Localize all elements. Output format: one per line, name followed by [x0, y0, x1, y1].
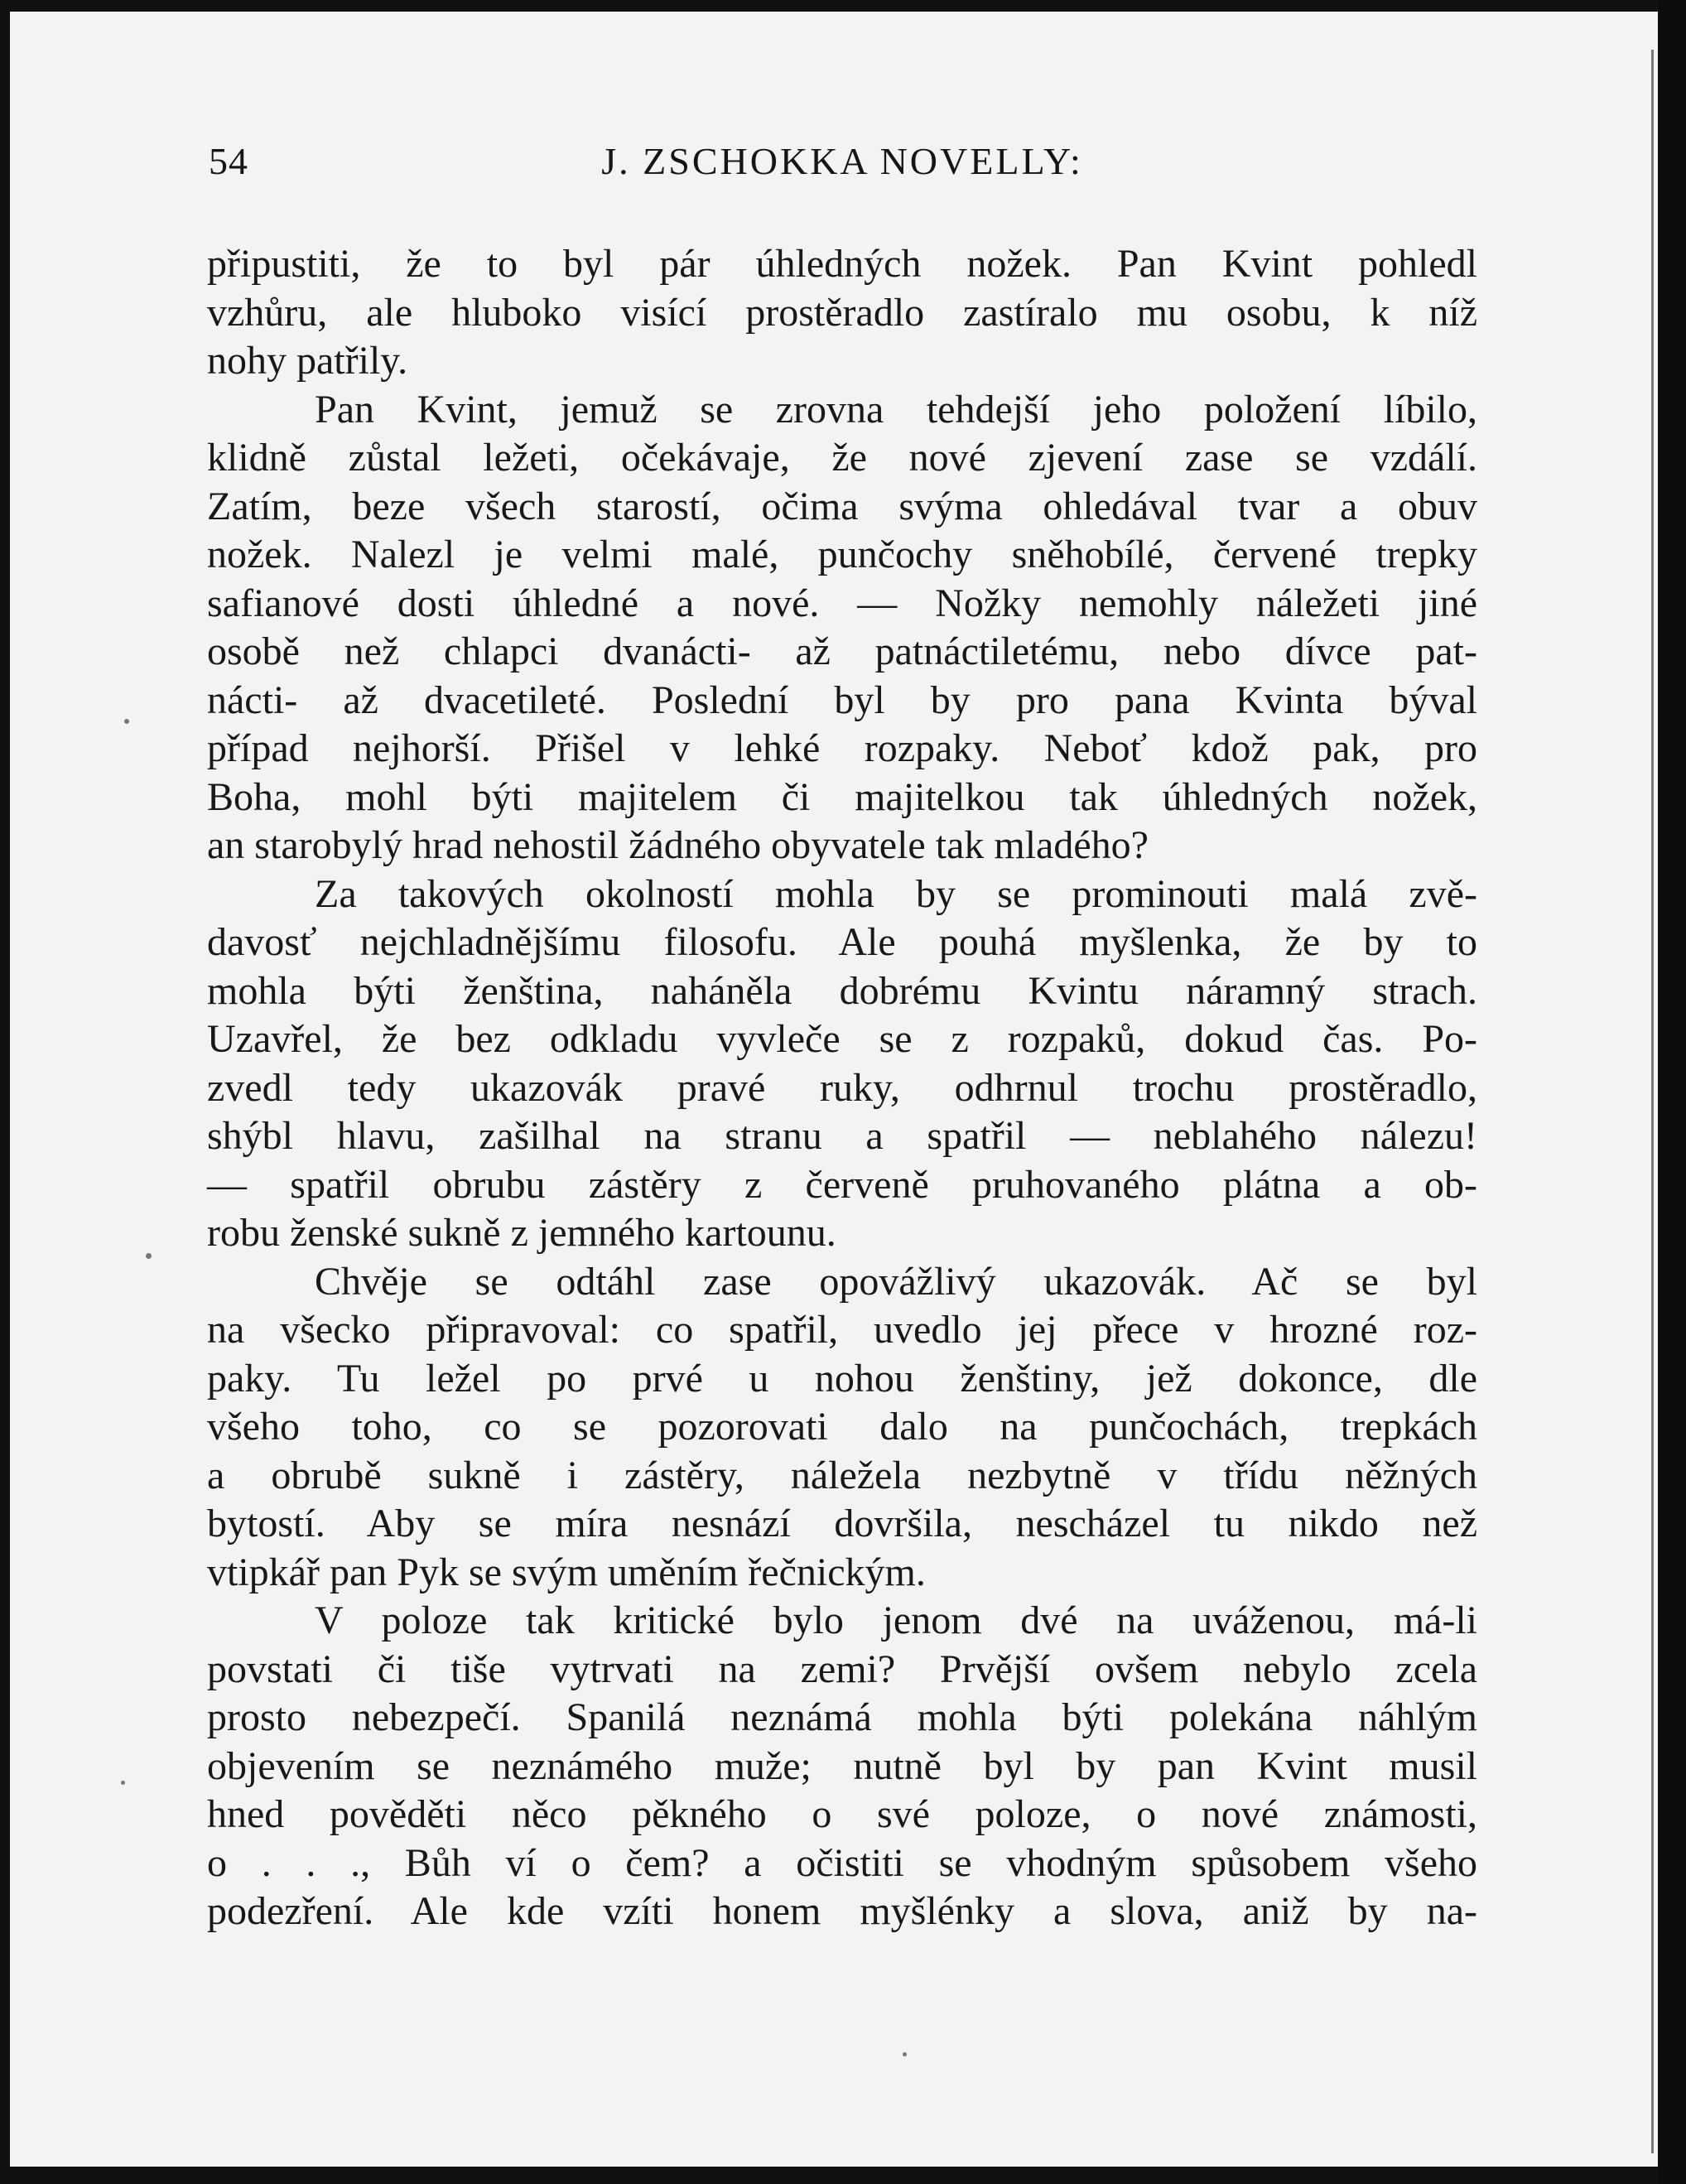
- text-line: Boha, mohl býti majitelem či majitelkou tak úhledných nožek,: [207, 774, 1477, 819]
- text-line: zvedl tedy ukazovák pravé ruky, odhrnul trochu prostěradlo,: [207, 1065, 1477, 1110]
- text-line: nácti- až dvacetileté. Poslední byl by pro pana Kvinta býval: [207, 677, 1477, 722]
- text-line: a obrubě sukně i zástěry, náležela nezbytně v třídu něžných: [207, 1453, 1477, 1497]
- scan-speck: [121, 1781, 125, 1785]
- scan-speck: [146, 1253, 152, 1259]
- scan-speck: [903, 2052, 907, 2056]
- text-line: davosť nejchladnějšímu filosofu. Ale pouhá myšlenka, že by to: [207, 920, 1477, 964]
- text-line: všeho toho, co se pozorovati dalo na punčochách, trepkách: [207, 1405, 1477, 1449]
- text-line: na všecko připravoval: co spatřil, uvedlo jej přece v hrozné roz-: [207, 1308, 1477, 1352]
- text-line: povstati či tiše vytrvati na zemi? Prvější ovšem nebylo zcela: [207, 1646, 1477, 1691]
- text-line: hned pověděti něco pěkného o své poloze, o nové známosti,: [207, 1792, 1477, 1836]
- text-line: vtipkář pan Pyk se svým uměním řečnickým.: [207, 1550, 926, 1594]
- text-line: osobě než chlapci dvanácti- až patnáctiletému, nebo dívce pat-: [207, 629, 1477, 673]
- text-line: klidně zůstal ležeti, očekávaje, že nové zjevení zase se vzdálí.: [207, 436, 1477, 480]
- text-line: safianové dosti úhledné a nové. — Nožky nemohly náležeti jiné: [207, 581, 1477, 625]
- text-line: robu ženské sukně z jemného kartounu.: [207, 1211, 836, 1255]
- text-line: prosto nebezpečí. Spanilá neznámá mohla býti polekána náhlým: [207, 1695, 1477, 1739]
- text-line: paky. Tu ležel po prvé u nohou ženštiny, jež dokonce, dle: [207, 1356, 1477, 1401]
- text-line: případ nejhorší. Přišel v lehké rozpaky. Neboť kdož pak, pro: [207, 726, 1477, 770]
- text-line: nožek. Nalezl je velmi malé, punčochy sněhobílé, červené trepky: [207, 533, 1477, 576]
- scan-border: [1658, 0, 1686, 2184]
- text-line: mohla býti ženština, naháněla dobrému Kvintu náramný strach.: [207, 968, 1477, 1013]
- text-line: o . . ., Bůh ví o čem? a očistiti se vhodným spůsobem všeho: [207, 1840, 1477, 1885]
- text-line: objevením se neznámého muže; nutně byl by pan Kvint musil: [207, 1743, 1477, 1788]
- page-edge-shadow: [1651, 50, 1654, 2153]
- scan-speck: [124, 719, 129, 724]
- page-number: 54: [209, 140, 248, 182]
- text-line: vzhůru, ale hluboko visící prostěradlo zastíralo mu osobu, k níž: [207, 290, 1477, 335]
- text-line: Chvěje se odtáhl zase opovážlivý ukazovák. Ač se byl: [315, 1259, 1477, 1304]
- text-line: shýbl hlavu, zašilhal na stranu a spatřil — neblahého nálezu!: [207, 1114, 1477, 1158]
- text-line: připustiti, že to byl pár úhledných nožek. Pan Kvint pohledl: [207, 242, 1477, 286]
- text-line: V poloze tak kritické bylo jenom dvé na uváženou, má-li: [315, 1598, 1477, 1642]
- text-line: Za takových okolností mohla by se prominouti malá zvě-: [315, 871, 1477, 916]
- text-line: Pan Kvint, jemuž se zrovna tehdejší jeho položení líbilo,: [315, 387, 1477, 431]
- page-header: [209, 139, 1476, 197]
- text-line: Uzavřel, že bez odkladu vyvleče se z rozpaků, dokud čas. Po-: [207, 1017, 1477, 1061]
- running-title: J. ZSCHOKKA NOVELLY:: [601, 140, 1083, 182]
- text-line: podezření. Ale kde vzíti honem myšlénky a slova, aniž by na-: [207, 1889, 1477, 1933]
- text-line: — spatřil obrubu zástěry z červeně pruhovaného plátna a ob-: [207, 1162, 1477, 1207]
- text-line: bytostí. Aby se míra nesnází dovršila, nescházel tu nikdo než: [207, 1502, 1477, 1545]
- text-line: an starobylý hrad nehostil žádného obyvatele tak mladého?: [207, 823, 1149, 867]
- text-line: Zatím, beze všech starostí, očima svýma ohledával tvar a obuv: [207, 484, 1477, 528]
- body-text: [207, 240, 1477, 1936]
- text-line: nohy patřily.: [207, 339, 408, 383]
